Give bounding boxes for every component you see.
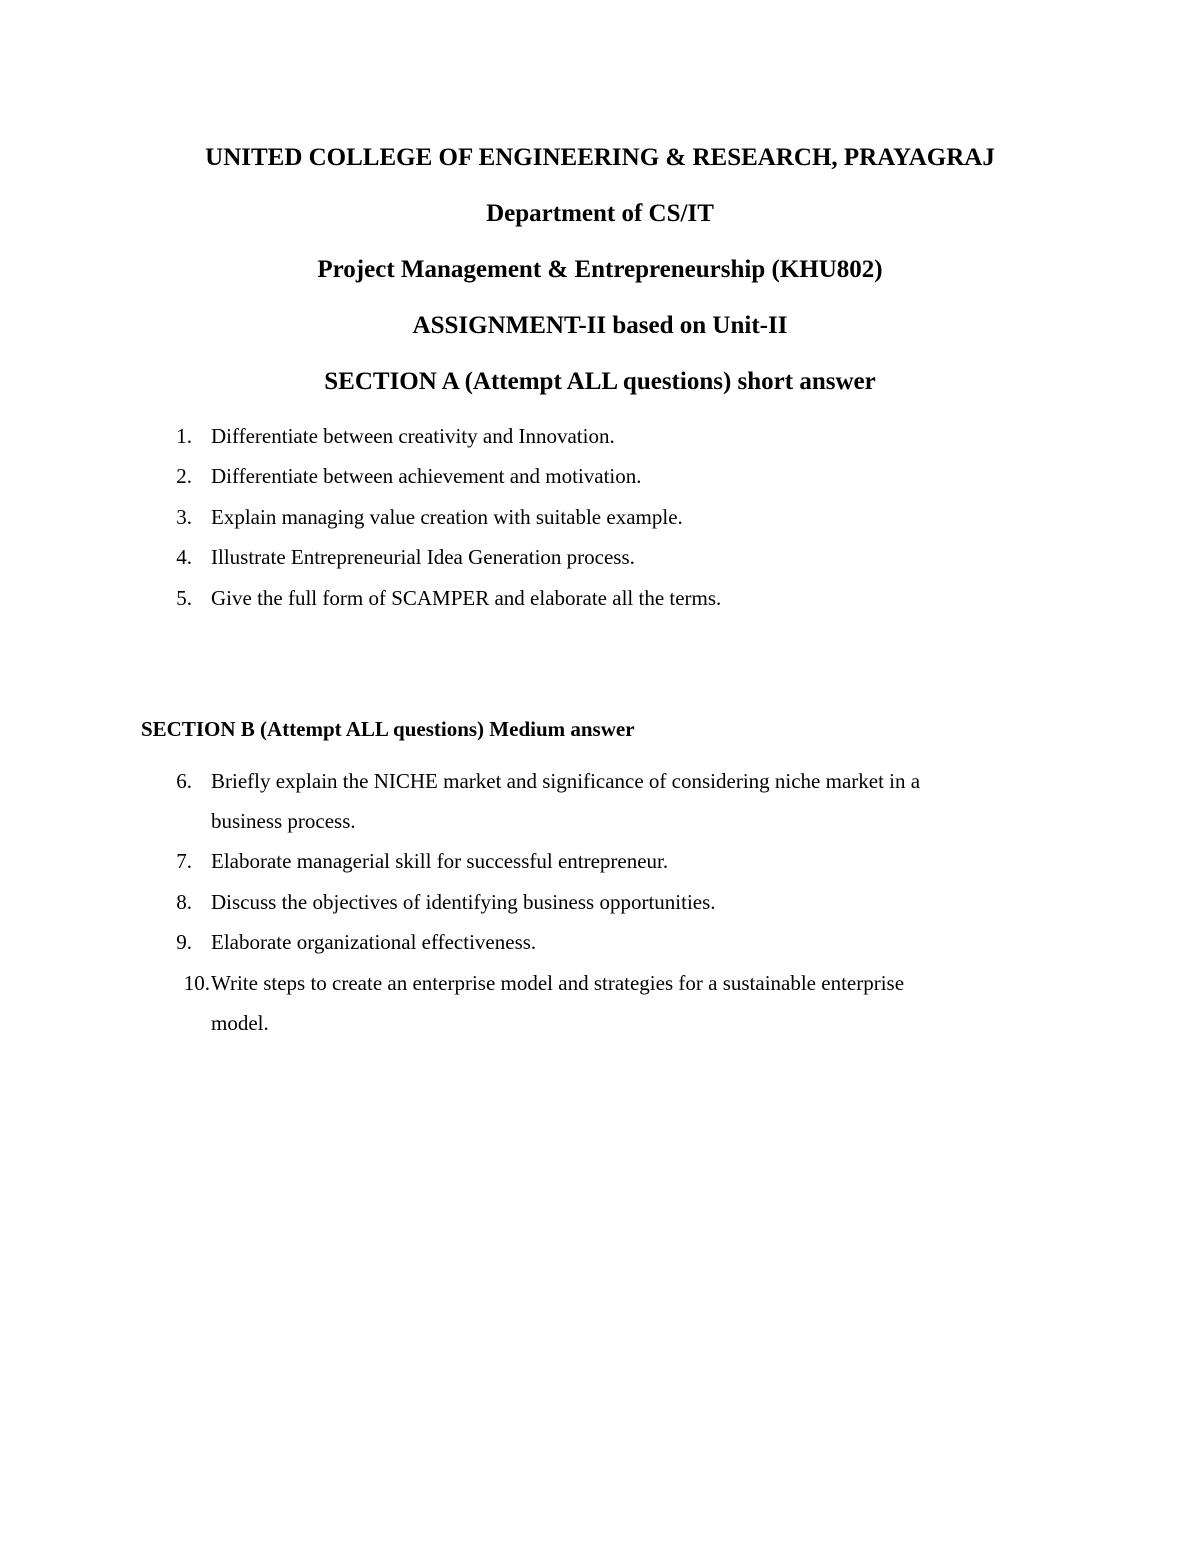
question-text: Differentiate between creativity and Innovation. — [211, 424, 615, 448]
assignment-title: ASSIGNMENT-II based on Unit-II — [412, 312, 788, 339]
course-title: Project Management & Entrepreneurship (KHU802) — [317, 256, 883, 283]
question-text: Elaborate managerial skill for successful entrepreneur. — [211, 849, 669, 873]
department-name: Department of CS/IT — [486, 200, 714, 227]
question-number: 7. — [176, 849, 192, 873]
question-number: 6. — [176, 769, 192, 793]
question-text: Explain managing value creation with suitable example. — [211, 505, 683, 529]
question-number: 8. — [176, 890, 192, 914]
question-number: 2. — [176, 464, 192, 488]
college-name: UNITED COLLEGE OF ENGINEERING & RESEARCH, PRAYAGRAJ — [205, 144, 995, 171]
question-number: 9. — [176, 930, 192, 954]
question-text-continued: business process. — [211, 809, 356, 833]
question-number: 10. — [183, 971, 210, 995]
question-text: Discuss the objectives of identifying business opportunities. — [211, 890, 716, 914]
question-text: Write steps to create an enterprise model and strategies for a sustainable enterprise — [211, 971, 905, 995]
question-number: 3. — [176, 505, 192, 529]
question-text-continued: model. — [211, 1011, 269, 1035]
question-text: Differentiate between achievement and motivation. — [211, 464, 642, 488]
question-text: Illustrate Entrepreneurial Idea Generation process. — [211, 545, 635, 569]
question-number: 4. — [176, 545, 192, 569]
section-b-title: SECTION B (Attempt ALL questions) Medium answer — [141, 717, 635, 741]
question-number: 1. — [176, 424, 192, 448]
question-text: Briefly explain the NICHE market and significance of considering niche market in a — [211, 769, 921, 793]
section-a-title: SECTION A (Attempt ALL questions) short answer — [324, 368, 876, 395]
question-text: Elaborate organizational effectiveness. — [211, 930, 537, 954]
question-text: Give the full form of SCAMPER and elaborate all the terms. — [211, 586, 722, 610]
question-number: 5. — [176, 586, 192, 610]
